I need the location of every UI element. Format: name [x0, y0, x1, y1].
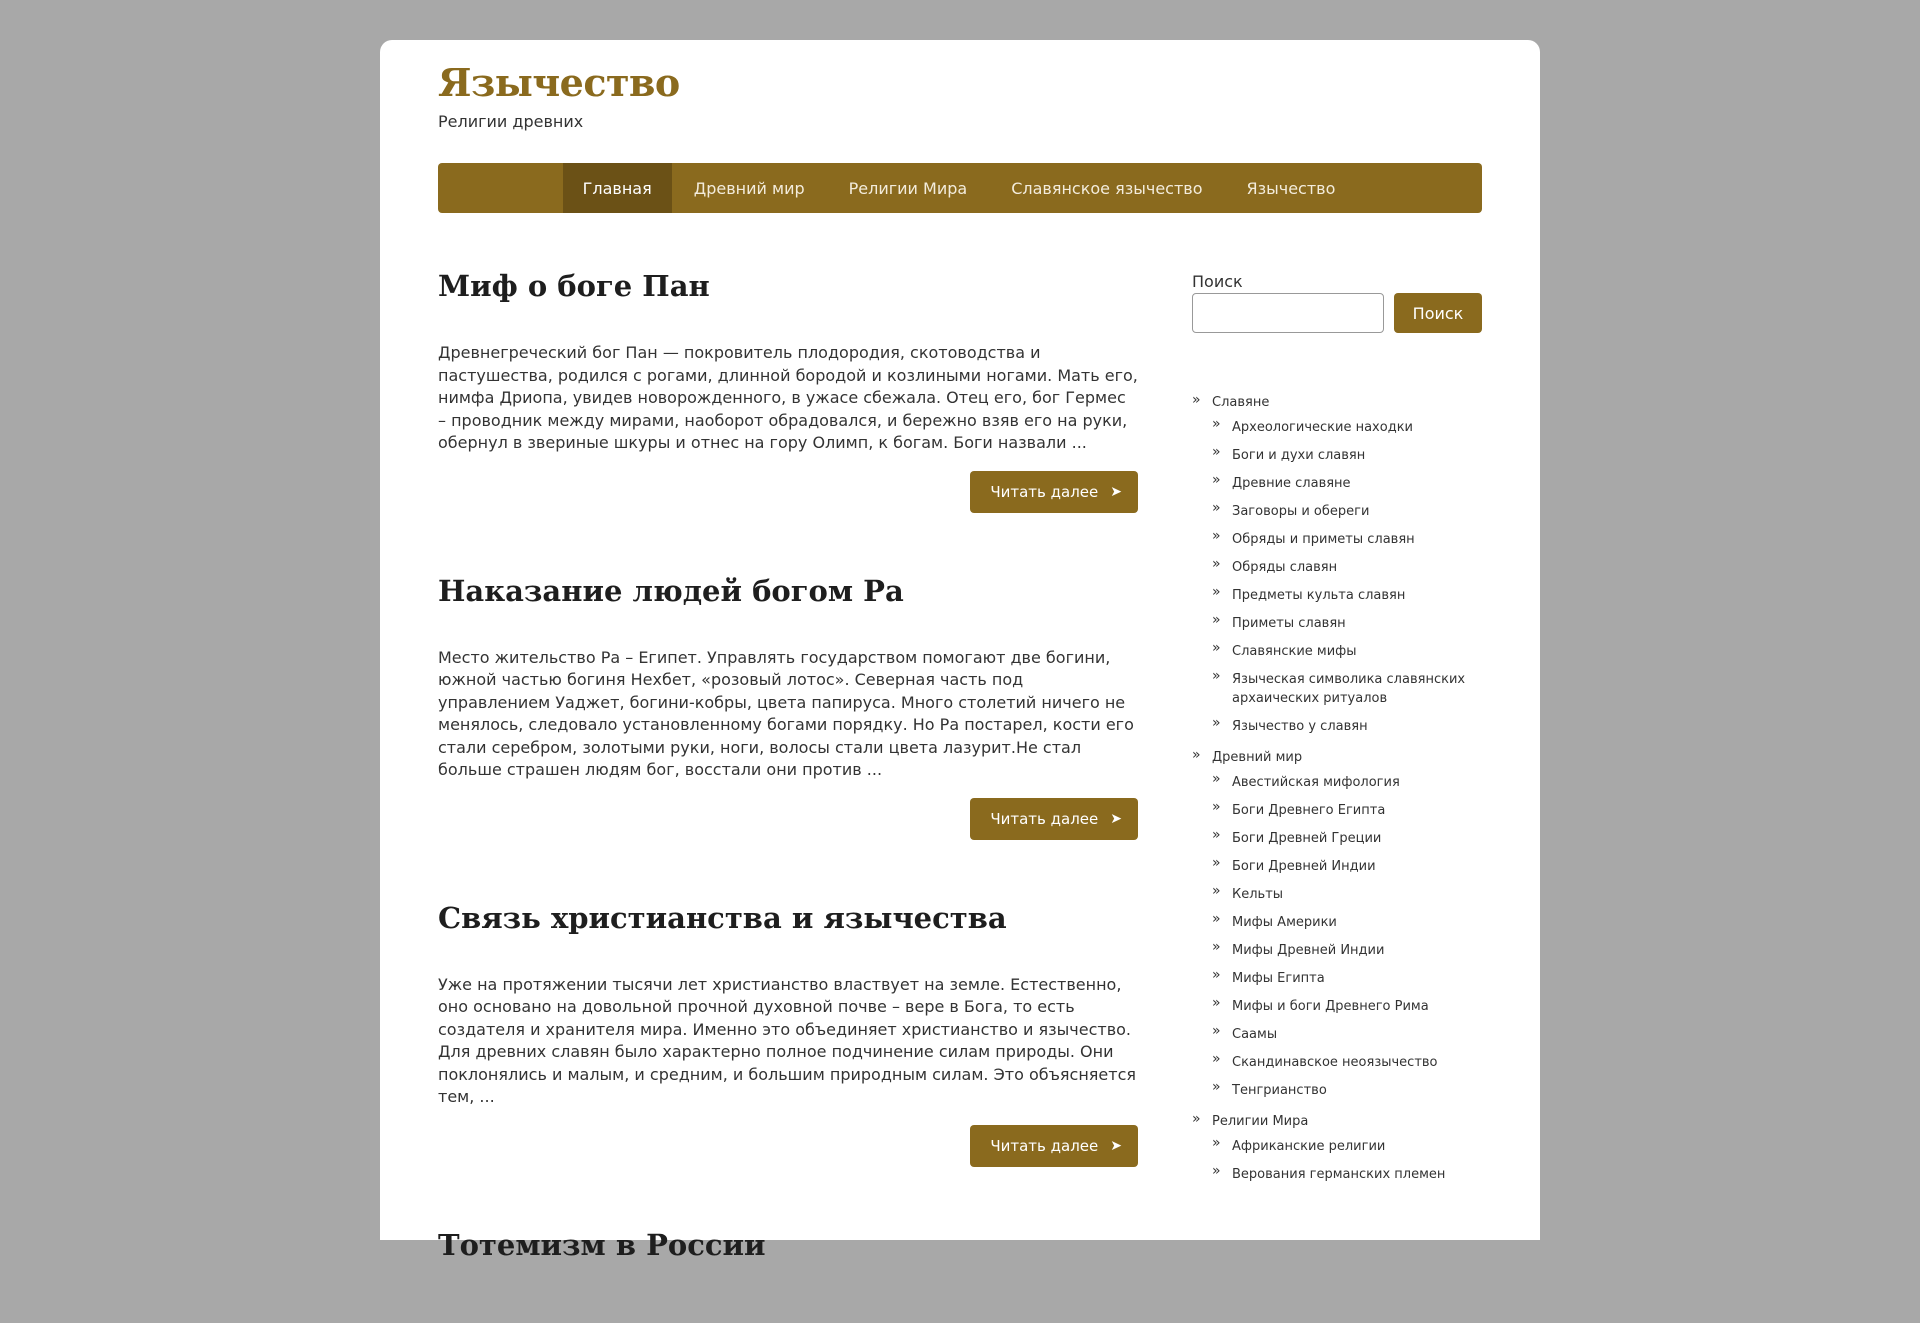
nav-item-slavic-paganism[interactable]: Славянское язычество	[1011, 178, 1203, 198]
read-more-row	[438, 1125, 1138, 1167]
subcategory-link[interactable]: » Языческая символика славянских архаических ритуалов	[1212, 670, 1482, 708]
subcategory-link[interactable]: » Предметы культа славян	[1212, 586, 1482, 605]
read-more-button[interactable]	[970, 1125, 1138, 1167]
search-form	[1192, 293, 1482, 333]
post-excerpt: Уже на протяжении тысячи лет христианство властвует на земле. Естественно, оно основано на довольной прочной духовной почве – вере в Бога, то есть создателя и хранителя мира. Именно это объединяет христианство и язычество. Для древних славян было характерно полное подчинение силам природы. Они поклонялись и малым, и средним, и большим природным силам. Это объясняется тем, ...	[438, 974, 1137, 1106]
category-link[interactable]: » Древний мир	[1212, 750, 1302, 765]
site-description: Религии древних	[438, 112, 584, 131]
subcategory-link[interactable]: » Тенгрианство	[1212, 1081, 1482, 1100]
subcategory-link[interactable]: » Заговоры и обереги	[1212, 502, 1482, 521]
category-item	[1192, 1114, 1482, 1184]
post-excerpt: Древнегреческий бог Пан — покровитель плодородия, скотоводства и пастушества, родился с рогами, длинной бородой и козлиными ногами. Мать его, нимфа Дриопа, увидев новорожденного, в ужасе сбежала. Отец его, бог Гермес – проводник между мирами, наоборот обрадовался, и бережно взяв его на руки, обернул в звериные шкуры и отнес на гору Олимп, к богам. Боги назвали ...	[438, 343, 1138, 452]
read-more-label: Читать далее	[990, 1136, 1099, 1155]
subcategory-link[interactable]: » Африканские религии	[1212, 1137, 1482, 1156]
arrow-right-icon: ➤	[1110, 483, 1122, 500]
post	[438, 268, 1138, 513]
subcategory-link[interactable]: » Авестийская мифология	[1212, 773, 1482, 792]
search-button[interactable]: Поиск	[1394, 293, 1482, 333]
search-input[interactable]	[1192, 293, 1384, 333]
subcategory-link[interactable]: » Славянские мифы	[1212, 642, 1482, 661]
subcategory-link[interactable]: » Мифы Древней Индии	[1212, 941, 1482, 960]
subcategory-link[interactable]: » Археологические находки	[1212, 418, 1482, 437]
subcategory-link[interactable]: » Мифы Египта	[1212, 969, 1482, 988]
subcategory-link[interactable]: » Верования германских племен	[1212, 1165, 1482, 1184]
read-more-button[interactable]	[970, 471, 1138, 513]
subcategory-link[interactable]: » Боги Древней Индии	[1212, 857, 1482, 876]
post	[438, 900, 1138, 1167]
page-container	[380, 40, 1540, 1262]
category-item	[1192, 395, 1482, 736]
read-more-row	[438, 798, 1138, 840]
category-item	[1192, 750, 1482, 1100]
nav-item-ancient-world[interactable]: Древний мир	[693, 178, 805, 198]
read-more-button[interactable]	[970, 798, 1138, 840]
read-more-label: Читать далее	[990, 482, 1099, 501]
category-link[interactable]: » Религии Мира	[1212, 1114, 1308, 1129]
post	[438, 573, 1138, 840]
read-more-row	[438, 471, 1138, 513]
post-title[interactable]: Миф о боге Пан	[438, 269, 710, 303]
arrow-right-icon: ➤	[1110, 1137, 1122, 1154]
main-nav	[438, 163, 1482, 213]
nav-item-home[interactable]: Главная	[563, 163, 672, 213]
post-list	[438, 268, 1138, 1323]
read-more-label: Читать далее	[990, 809, 1099, 828]
subcategory-link[interactable]: » Скандинавское неоязычество	[1212, 1053, 1482, 1072]
subcategory-link[interactable]: » Язычество у славян	[1212, 717, 1482, 736]
sidebar	[1192, 272, 1482, 1200]
subcategory-link[interactable]: » Обряды славян	[1212, 558, 1482, 577]
nav-item-paganism[interactable]: Язычество	[1246, 178, 1336, 198]
subcategory-link[interactable]: » Кельты	[1212, 885, 1482, 904]
subcategory-link[interactable]: » Древние славяне	[1212, 474, 1482, 493]
post-title[interactable]: Наказание людей богом Ра	[438, 573, 904, 608]
subcategory-list	[1212, 418, 1482, 736]
category-list	[1192, 395, 1482, 1184]
post-title[interactable]: Связь христианства и язычества	[438, 900, 1007, 935]
post	[438, 1227, 1138, 1263]
post-excerpt: Место жительство Ра – Египет. Управлять государством помогают две богини, южной частью богиня Нехбет, «розовый лотос». Северная часть под управлением Уаджет, богини-кобры, цвета папируса. Много столетий ничего не менялось, следовало установленному богами порядку. Но Ра постарел, кости его стали серебром, золотыми руки, ноги, волосы стали цвета лазурит.Не стал больше страшен людям бог, восстали они против ...	[438, 647, 1134, 779]
post-title[interactable]: Тотемизм в России	[438, 1227, 766, 1262]
subcategory-link[interactable]: » Саамы	[1212, 1025, 1482, 1044]
subcategory-link[interactable]: » Мифы Америки	[1212, 913, 1482, 932]
nav-item-world-religions[interactable]: Религии Мира	[848, 178, 968, 198]
subcategory-link[interactable]: » Мифы и боги Древнего Рима	[1212, 997, 1482, 1016]
subcategory-list	[1212, 773, 1482, 1100]
category-link[interactable]: » Славяне	[1212, 395, 1269, 410]
site-title[interactable]: Язычество	[438, 60, 680, 105]
subcategory-list	[1212, 1137, 1482, 1184]
subcategory-link[interactable]: » Боги Древнего Египта	[1212, 801, 1482, 820]
arrow-right-icon: ➤	[1110, 810, 1122, 827]
subcategory-link[interactable]: » Боги и духи славян	[1212, 446, 1482, 465]
subcategory-link[interactable]: » Обряды и приметы славян	[1212, 530, 1482, 549]
subcategory-link[interactable]: » Боги Древней Греции	[1212, 829, 1482, 848]
search-label: Поиск	[1192, 272, 1243, 291]
subcategory-link[interactable]: » Приметы славян	[1212, 614, 1482, 633]
